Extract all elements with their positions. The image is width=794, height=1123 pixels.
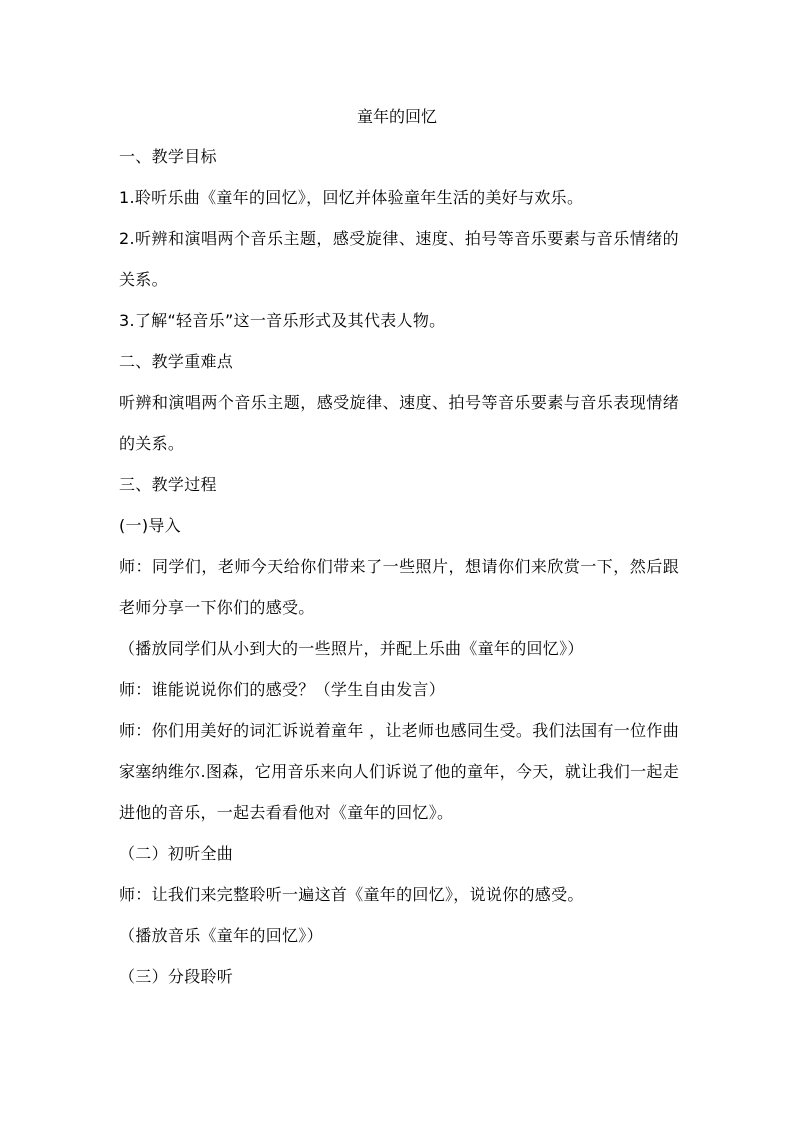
section-heading-key-points: 二、教学重难点 — [119, 352, 234, 371]
teacher-line-3: 师：你们用美好的词汇诉说着童年 ，让老师也感同生受。我们法国有一位作曲家塞纳维尔.图森，它用音乐来向人们诉说了他的童年，今天，就让我们一起走进他的音乐，一起去看看他对《童年的回忆》。 — [119, 721, 679, 822]
document-body — [119, 145, 679, 1006]
teacher-line-4: 师：让我们来完整聆听一遍这首《童年的回忆》，说说你的感受。 — [119, 885, 584, 904]
document-title: 童年的回忆 — [356, 107, 437, 126]
stage-direction-1: （播放同学们从小到大的一些照片，并配上乐曲《童年的回忆》） — [119, 639, 584, 658]
stage-direction-2: （播放音乐《童年的回忆》） — [119, 926, 323, 945]
section-heading-objectives: 一、教学目标 — [119, 147, 217, 166]
objective-2: 2.听辨和演唱两个音乐主题，感受旋律、速度、拍号等音乐要素与音乐情绪的关系。 — [119, 229, 679, 289]
subsection-segment-listen: （三）分段聆听 — [119, 967, 234, 986]
objective-1: 1.聆听乐曲《童年的回忆》，回忆并体验童年生活的美好与欢乐。 — [119, 188, 584, 207]
teacher-line-1: 师：同学们，老师今天给你们带来了一些照片，想请你们来欣赏一下，然后跟老师分享一下你们的感受。 — [119, 557, 679, 617]
section-heading-process: 三、教学过程 — [119, 475, 217, 494]
subsection-intro: (一)导入 — [119, 516, 181, 535]
objective-3: 3.了解“轻音乐”这一音乐形式及其代表人物。 — [119, 311, 446, 330]
key-points-text: 听辨和演唱两个音乐主题，感受旋律、速度、拍号等音乐要素与音乐表现情绪的关系。 — [119, 393, 679, 453]
teacher-line-2: 师：谁能说说你们的感受？（学生自由发言） — [119, 680, 446, 699]
subsection-first-listen: （二）初听全曲 — [119, 844, 234, 863]
